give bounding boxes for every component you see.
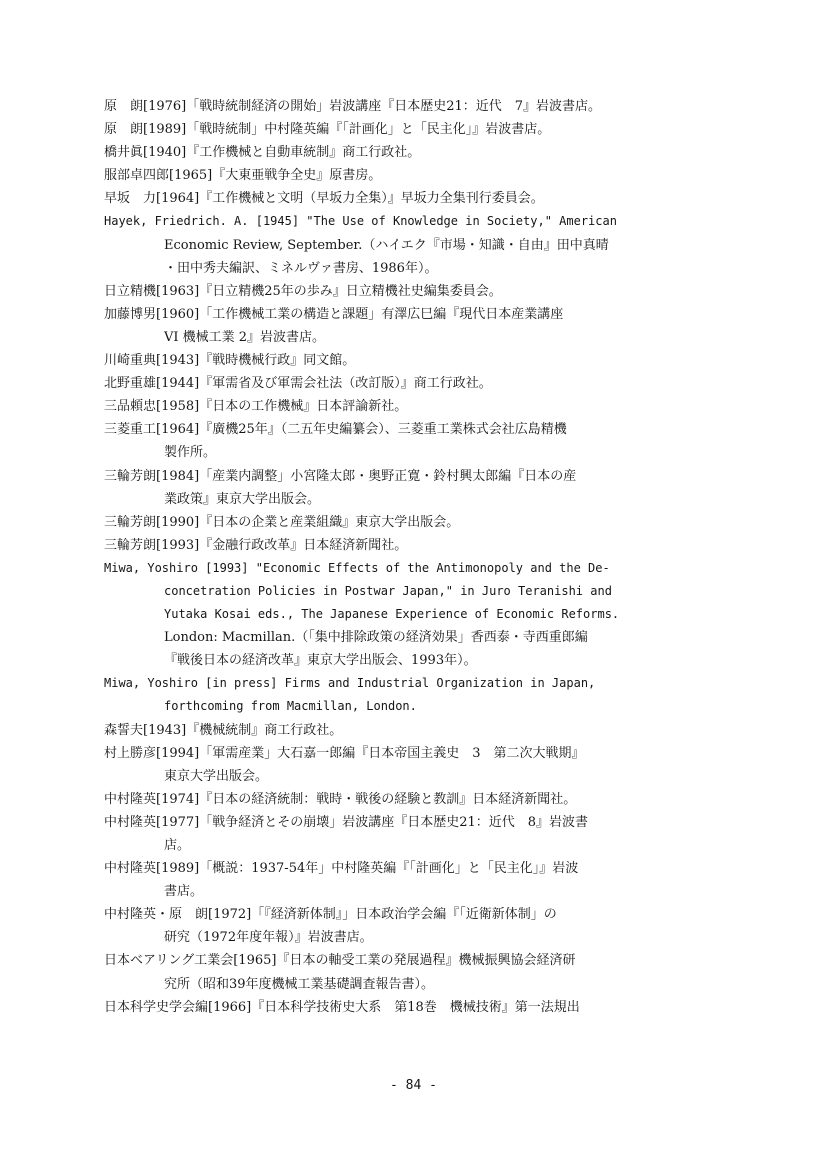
reference-line: 日本ベアリング工業会[1965]『日本の軸受工業の発展過程』機械振興協会経済研 <box>104 953 576 969</box>
reference-line: 早坂 力[1964]『工作機械と文明（早坂力全集）』早坂力全集刊行委員会。 <box>104 191 544 207</box>
reference-line: 北野重雄[1944]『軍需省及び軍需会社法（改訂版）』商工行政社。 <box>104 376 492 392</box>
reference-entry <box>104 280 704 303</box>
reference-line: 究所（昭和39年度機械工業基礎調査報告書）。 <box>164 976 435 992</box>
reference-entry <box>104 949 704 995</box>
reference-line: 研究（1972年度年報）』岩波書店。 <box>164 930 373 946</box>
reference-line: Yutaka Kosai eds., The Japanese Experience of Economic Reforms. <box>164 607 620 622</box>
reference-line: 業政策』東京大学出版会。 <box>164 491 321 507</box>
reference-line: 原 朗[1989]「戦時統制」中村隆英編『「計画化」と「民主化」』岩波書店。 <box>104 122 551 138</box>
reference-entry <box>104 672 704 718</box>
page-number: - 84 - <box>390 1078 437 1093</box>
reference-line: 橋井眞[1940]『工作機械と自動車統制』商工行政社。 <box>104 145 421 161</box>
reference-line: 中村隆英[1989]「概説：1937-54年」中村隆英編『「計画化」と「民主化」』岩波 <box>104 861 579 877</box>
reference-line: London: Macmillan.（「集中排除政策の経済効果」香西泰・寺西重郎編 <box>164 630 588 646</box>
reference-entry <box>104 395 704 418</box>
reference-line: 三菱重工[1964]『廣機25年』（二五年史編纂会）、三菱重工業株式会社広島精機 <box>104 422 567 438</box>
reference-line: 『戦後日本の経済改革』東京大学出版会、1993年）。 <box>164 653 477 669</box>
reference-entry <box>104 903 704 949</box>
reference-line: 川崎重典[1943]『戦時機械行政』同文館。 <box>104 353 356 369</box>
reference-line: forthcoming from Macmillan, London. <box>164 699 417 714</box>
reference-line: 中村隆英・原 朗[1972]「『経済新体制』」日本政治学会編『「近衛新体制」の <box>104 907 557 923</box>
reference-line: 森誓夫[1943]『機械統制』商工行政社。 <box>104 722 343 738</box>
reference-entry <box>104 996 704 1019</box>
reference-line: 三輪芳朗[1984]「産業内調整」小宮隆太郎・奥野正寛・鈴村興太郎編『日本の産 <box>104 468 577 484</box>
reference-entry <box>104 210 704 279</box>
reference-line: 中村隆英[1977]「戦争経済とその崩壊」岩波講座『日本歴史21：近代 8』岩波書 <box>104 814 589 830</box>
reference-line: VI 機械工業 2』岩波書店。 <box>164 329 326 345</box>
reference-entry <box>104 534 704 557</box>
reference-entry <box>104 349 704 372</box>
reference-entry <box>104 811 704 857</box>
reference-entry <box>104 742 704 788</box>
reference-line: 三輪芳朗[1993]『金融行政改革』日本経済新聞社。 <box>104 537 408 553</box>
reference-entry <box>104 719 704 742</box>
reference-line: Hayek, Friedrich. A. [1945] "The Use of Knowledge in Society," American <box>104 214 617 229</box>
reference-line: 東京大学出版会。 <box>164 768 269 784</box>
reference-entry <box>104 557 704 672</box>
reference-entry <box>104 141 704 164</box>
reference-line: 書店。 <box>164 884 204 900</box>
reference-line: 三品頼忠[1958]『日本の工作機械』日本評論新社。 <box>104 399 408 415</box>
reference-line: Economic Review, September.（ハイエク『市場・知識・自由』田中真晴 <box>164 237 609 253</box>
reference-entry <box>104 187 704 210</box>
reference-entry <box>104 857 704 903</box>
reference-line: 服部卓四郎[1965]『大東亜戦争全史』原書房。 <box>104 168 382 184</box>
reference-entry <box>104 511 704 534</box>
reference-line: Miwa, Yoshiro [in press] Firms and Industrial Organization in Japan, <box>104 676 596 691</box>
reference-line: ・田中秀夫編訳、ミネルヴァ書房、1986年）。 <box>164 260 438 276</box>
reference-entry <box>104 418 704 464</box>
reference-line: Miwa, Yoshiro [1993] "Economic Effects of the Antimonopoly and the De- <box>104 560 610 575</box>
reference-line: concetration Policies in Postwar Japan," in Juro Teranishi and <box>164 583 612 598</box>
reference-line: 日本科学史学会編[1966]『日本科学技術史大系 第18巻 機械技術』第一法規出 <box>104 999 580 1015</box>
reference-entry <box>104 118 704 141</box>
reference-entry <box>104 303 704 349</box>
reference-line: 製作所。 <box>164 445 217 461</box>
reference-line: 原 朗[1976]「戦時統制経済の開始」岩波講座『日本歴史21：近代 7』岩波書店。 <box>104 99 602 114</box>
reference-entry <box>104 95 704 118</box>
reference-line: 加藤博男[1960]「工作機械工業の構造と課題」有澤広巳編『現代日本産業講座 <box>104 306 564 322</box>
reference-entry <box>104 372 704 395</box>
reference-entry <box>104 164 704 187</box>
reference-list <box>104 95 704 1019</box>
reference-line: 村上勝彦[1994]「軍需産業」大石嘉一郎編『日本帝国主義史 3 第二次大戦期』 <box>104 745 585 761</box>
reference-entry <box>104 465 704 511</box>
reference-entry <box>104 788 704 811</box>
reference-line: 三輪芳朗[1990]『日本の企業と産業組織』東京大学出版会。 <box>104 514 460 530</box>
reference-line: 中村隆英[1974]『日本の経済統制：戦時・戦後の経験と教訓』日本経済新聞社。 <box>104 791 577 807</box>
reference-line: 店。 <box>164 838 191 853</box>
reference-line: 日立精機[1963]『日立精機25年の歩み』日立精機社史編集委員会。 <box>104 283 502 299</box>
